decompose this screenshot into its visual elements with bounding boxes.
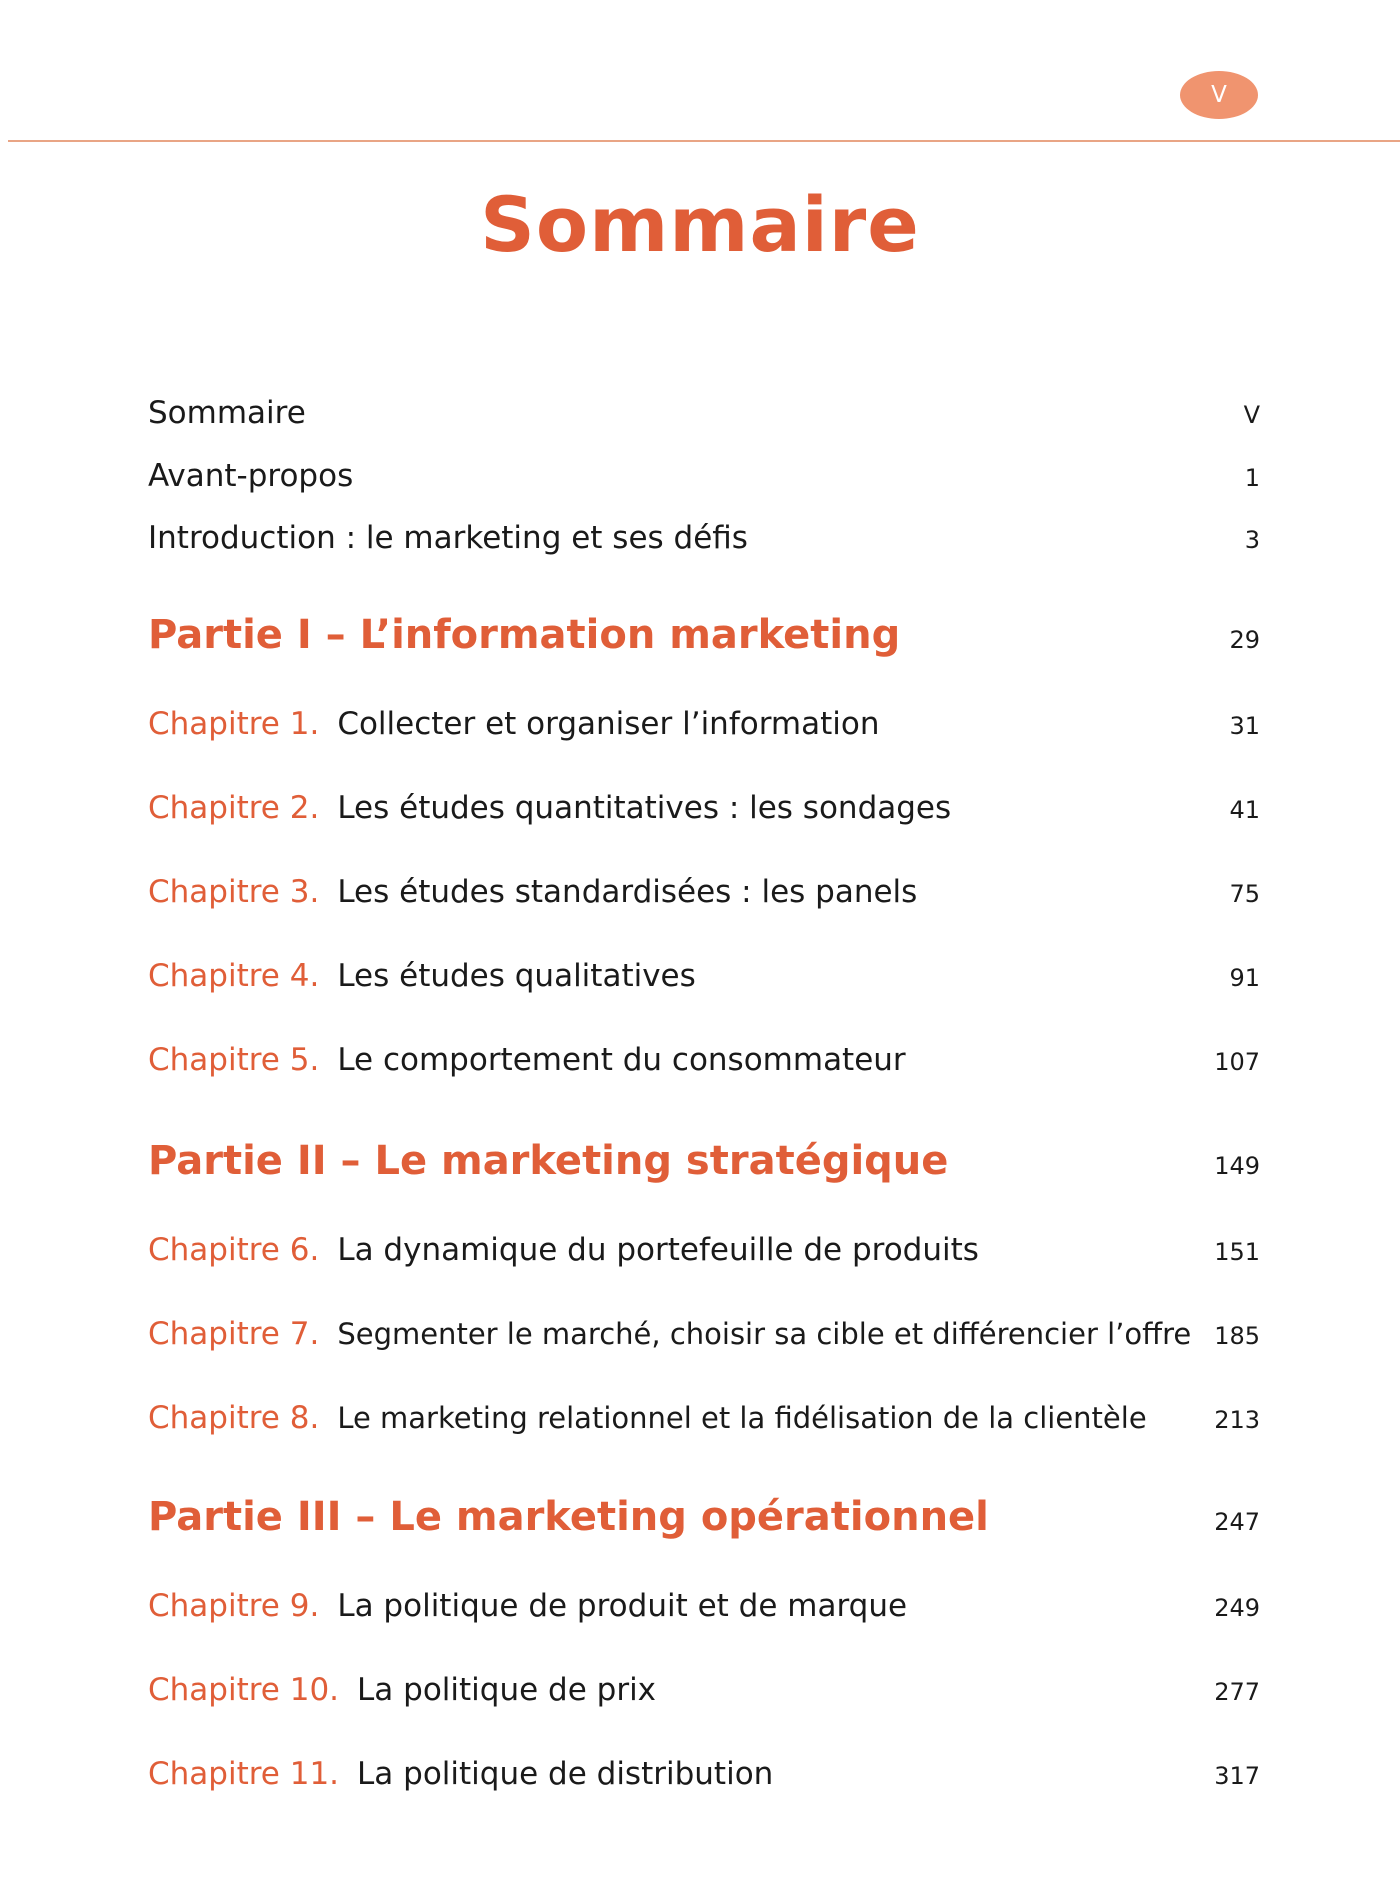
toc-chapter-9[interactable] xyxy=(148,1588,1260,1624)
chapter-title: Le comportement du consommateur xyxy=(337,1042,906,1078)
chapter-number: Chapitre 10. xyxy=(148,1672,340,1708)
part-title: Partie II – Le marketing stratégique xyxy=(148,1138,949,1184)
part-page: 149 xyxy=(1214,1152,1260,1180)
toc-chapter-4[interactable] xyxy=(148,958,1260,994)
chapter-page: 151 xyxy=(1214,1238,1260,1266)
toc-entry-label: Avant-propos xyxy=(148,458,354,494)
chapter-title: Collecter et organiser l’information xyxy=(337,706,880,742)
chapter-number: Chapitre 11. xyxy=(148,1756,340,1792)
chapter-title: La politique de produit et de marque xyxy=(337,1588,908,1624)
chapter-title: Les études qualitatives xyxy=(337,958,696,994)
toc-entry-label: Sommaire xyxy=(148,395,306,431)
toc-chapter-2[interactable] xyxy=(148,790,1260,826)
chapter-title: Les études quantitatives : les sondages xyxy=(337,790,952,826)
chapter-title: Segmenter le marché, choisir sa cible et différencier l’offre xyxy=(337,1317,1192,1351)
chapter-title: La politique de distribution xyxy=(357,1756,774,1792)
part-page: 247 xyxy=(1214,1508,1260,1536)
chapter-number: Chapitre 6. xyxy=(148,1232,320,1268)
chapter-number: Chapitre 5. xyxy=(148,1042,320,1078)
chapter-page: 317 xyxy=(1214,1762,1260,1790)
chapter-page: 185 xyxy=(1214,1322,1260,1350)
toc-entry-avant-propos[interactable] xyxy=(148,458,1260,494)
toc-chapter-10[interactable] xyxy=(148,1672,1260,1708)
part-title: Partie III – Le marketing opérationnel xyxy=(148,1494,989,1540)
toc-entry-label: Introduction : le marketing et ses défis xyxy=(148,520,748,556)
chapter-page: 277 xyxy=(1214,1678,1260,1706)
part-title: Partie I – L’information marketing xyxy=(148,612,901,658)
chapter-title: Le marketing relationnel et la fidélisation de la clientèle xyxy=(337,1401,1147,1435)
chapter-number: Chapitre 7. xyxy=(148,1316,320,1352)
toc-chapter-7[interactable] xyxy=(148,1316,1260,1352)
chapter-title: Les études standardisées : les panels xyxy=(337,874,918,910)
chapter-number: Chapitre 1. xyxy=(148,706,320,742)
toc-chapter-11[interactable] xyxy=(148,1756,1260,1792)
chapter-number: Chapitre 9. xyxy=(148,1588,320,1624)
toc-chapter-1[interactable] xyxy=(148,706,1260,742)
toc-chapter-5[interactable] xyxy=(148,1042,1260,1078)
chapter-page: 213 xyxy=(1214,1406,1260,1434)
chapter-number: Chapitre 8. xyxy=(148,1400,320,1436)
chapter-number: Chapitre 4. xyxy=(148,958,320,994)
chapter-page: 249 xyxy=(1214,1594,1260,1622)
chapter-title: La dynamique du portefeuille de produits xyxy=(337,1232,979,1268)
toc-entry-page: V xyxy=(1243,401,1260,429)
chapter-page: 107 xyxy=(1214,1048,1260,1076)
toc-part-3[interactable] xyxy=(148,1494,1260,1540)
page-number: V xyxy=(1211,82,1227,108)
chapter-title: La politique de prix xyxy=(357,1672,657,1708)
chapter-page: 31 xyxy=(1229,712,1260,740)
toc-entry-page: 1 xyxy=(1244,464,1260,492)
toc-part-1[interactable] xyxy=(148,612,1260,658)
toc-entry-introduction[interactable] xyxy=(148,520,1260,556)
toc-chapter-6[interactable] xyxy=(148,1232,1260,1268)
chapter-page: 41 xyxy=(1229,796,1260,824)
chapter-page: 91 xyxy=(1229,964,1260,992)
toc-entry-page: 3 xyxy=(1244,526,1260,554)
chapter-number: Chapitre 2. xyxy=(148,790,320,826)
part-page: 29 xyxy=(1229,626,1260,654)
page-title: Sommaire xyxy=(480,180,920,269)
table-of-contents xyxy=(148,0,1260,1898)
toc-entry-sommaire[interactable] xyxy=(148,395,1260,431)
toc-chapter-3[interactable] xyxy=(148,874,1260,910)
toc-chapter-8[interactable] xyxy=(148,1400,1260,1436)
chapter-number: Chapitre 3. xyxy=(148,874,320,910)
toc-part-2[interactable] xyxy=(148,1138,1260,1184)
chapter-page: 75 xyxy=(1229,880,1260,908)
